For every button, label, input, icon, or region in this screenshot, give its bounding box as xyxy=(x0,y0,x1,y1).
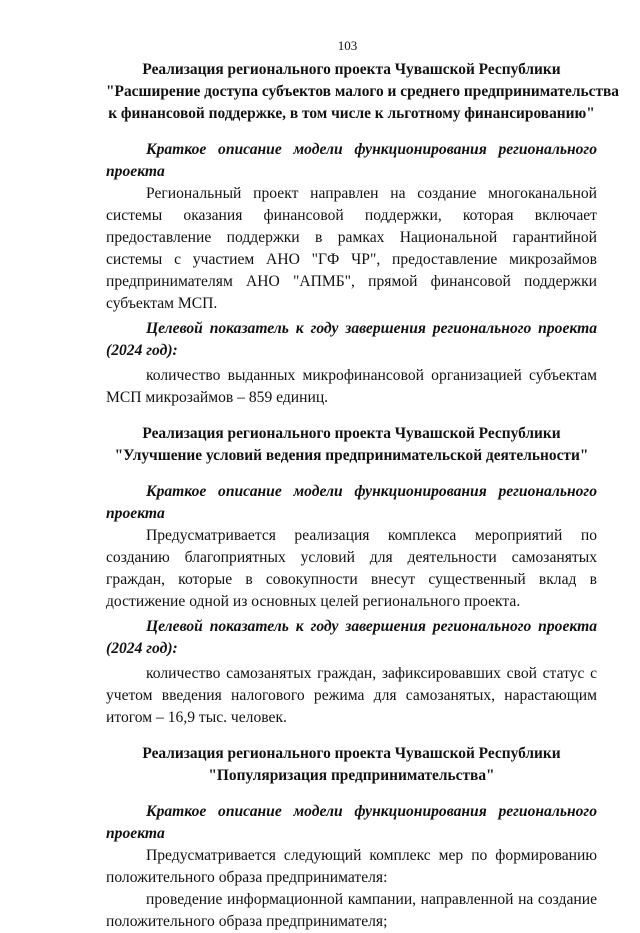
target-heading: Целевой показатель к году завершения регионального проекта (2024 год): xyxy=(106,618,597,657)
description-paragraph: Региональный проект направлен на создание многоканальной системы оказания финансовой поддержки, которая включает предоставление поддержки в рамках Национальной гарантийной системы с участием АНО "ГФ ЧР", предоставление микрозаймов предпринимателям АНО "АПМБ", прямой финансовой поддержки субъектам МСП. xyxy=(106,185,597,312)
target-text: количество самозанятых граждан, зафиксировавших свой статус с учетом введения налогового режима для самозанятых, нарастающим итогом – 16,9 тыс. человек. xyxy=(106,665,597,726)
section-title-line: Реализация регионального проекта Чувашской Республики xyxy=(142,425,561,442)
target-text: количество выданных микрофинансовой организацией субъектам МСП микрозаймов – 859 единиц. xyxy=(106,367,597,406)
description-paragraph: Предусматривается реализация комплекса мероприятий по созданию благоприятных условий для деятельности самозанятых граждан, которые в совокупности внесут существенный вклад в достижение одной из основных целей регионального проекта. xyxy=(106,527,597,610)
description-paragraph: Предусматривается следующий комплекс мер по формированию положительного образа предпринимателя: xyxy=(106,847,597,886)
section-title xyxy=(106,59,620,125)
section-title-line: Реализация регионального проекта Чувашской Республики xyxy=(142,61,561,78)
section-title-line: к финансовой поддержке, в том числе к льготному финансированию" xyxy=(108,105,595,122)
page-number: 103 xyxy=(337,38,358,53)
description-heading: Краткое описание модели функционирования регионального проекта xyxy=(106,803,597,842)
description-paragraph: проведение информационной кампании, направленной на создание положительного образа предпринимателя; xyxy=(106,891,597,930)
section-title-line: "Расширение доступа субъектов малого и среднего предпринимательства xyxy=(106,83,620,100)
section-title-line: "Популяризация предпринимательства" xyxy=(208,767,495,784)
target-heading: Целевой показатель к году завершения регионального проекта (2024 год): xyxy=(106,320,597,359)
section-title-line: Реализация регионального проекта Чувашской Республики xyxy=(142,745,561,762)
section-business-conditions xyxy=(106,423,597,729)
section-title xyxy=(106,743,597,787)
section-financial-support xyxy=(106,59,620,409)
section-title-line: "Улучшение условий ведения предпринимательской деятельности" xyxy=(114,447,589,464)
section-title xyxy=(106,423,597,467)
description-heading: Краткое описание модели функционирования регионального проекта xyxy=(106,483,597,522)
description-heading: Краткое описание модели функционирования регионального проекта xyxy=(106,141,597,180)
